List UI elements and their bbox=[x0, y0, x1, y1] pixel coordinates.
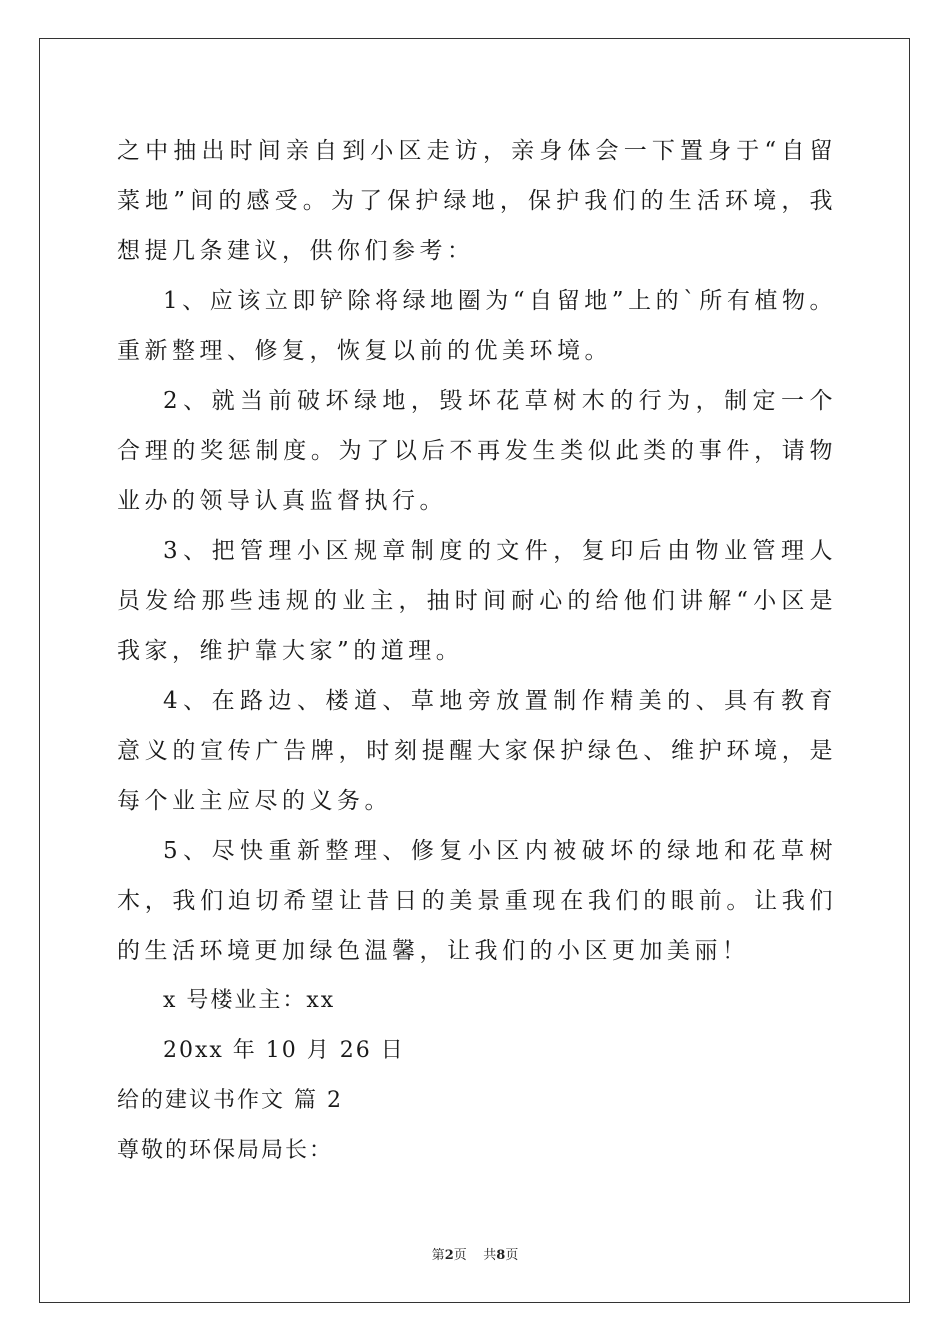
document-body bbox=[117, 126, 837, 1176]
signature: x 号楼业主：xx bbox=[163, 988, 336, 1013]
salutation: 尊敬的环保局局长： bbox=[117, 1138, 334, 1163]
paragraph-suggestion-2: 2、就当前破坏绿地，毁坏花草树木的行为，制定一个合理的奖惩制度。为了以后不再发生类似此类的事件，请物业办的领导认真监督执行。 bbox=[117, 388, 837, 514]
footer-page-total: 8 bbox=[496, 1248, 506, 1263]
footer-page-suffix: 页 bbox=[505, 1248, 519, 1263]
paragraph-intro: 之中抽出时间亲自到小区走访，亲身体会一下置身于“自留菜地”间的感受。为了保护绿地，保护我们的生活环境，我想提几条建议，供你们参考： bbox=[117, 138, 837, 264]
footer-page-mid: 页 共 bbox=[453, 1248, 497, 1263]
paragraph-suggestion-1: 1、应该立即铲除将绿地圈为“自留地”上的`所有植物。重新整理、修复，恢复以前的优美环境。 bbox=[117, 288, 837, 364]
date: 20xx 年 10 月 26 日 bbox=[163, 1038, 405, 1063]
section-heading: 给的建议书作文 篇 2 bbox=[117, 1088, 343, 1113]
footer-page-current: 2 bbox=[444, 1248, 454, 1263]
paragraph-suggestion-3: 3、把管理小区规章制度的文件，复印后由物业管理人员发给那些违规的业主，抽时间耐心的给他们讲解“小区是我家，维护靠大家”的道理。 bbox=[117, 538, 837, 664]
footer-page-prefix: 第 bbox=[431, 1248, 445, 1263]
paragraph-suggestion-5: 5、尽快重新整理、修复小区内被破坏的绿地和花草树木，我们迫切希望让昔日的美景重现在我们的眼前。让我们的生活环境更加绿色温馨，让我们的小区更加美丽！ bbox=[117, 838, 837, 964]
paragraph-suggestion-4: 4、在路边、楼道、草地旁放置制作精美的、具有教育意义的宣传广告牌，时刻提醒大家保护绿色、维护环境，是每个业主应尽的义务。 bbox=[117, 688, 837, 814]
page-footer bbox=[0, 1248, 950, 1264]
